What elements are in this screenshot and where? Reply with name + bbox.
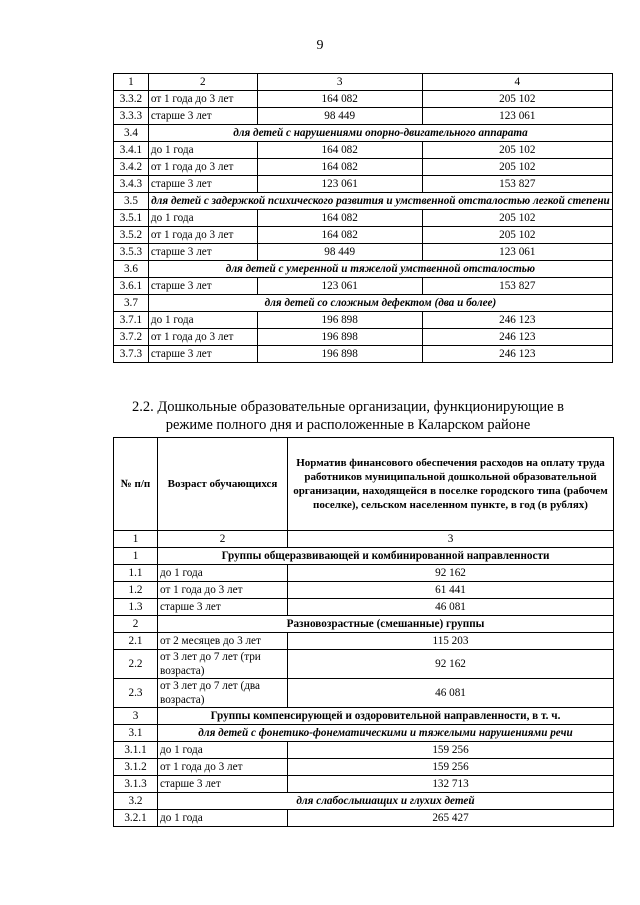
row-number: 3.5.2 bbox=[114, 227, 149, 244]
table-row bbox=[114, 91, 613, 108]
row-number: 2.1 bbox=[114, 633, 158, 650]
row-number: 3.1 bbox=[114, 725, 158, 742]
norm-value: 159 256 bbox=[288, 759, 614, 776]
row-number: 1.1 bbox=[114, 565, 158, 582]
table-row bbox=[114, 278, 613, 295]
norm-value-col4: 205 102 bbox=[422, 91, 612, 108]
norm-value-col3: 196 898 bbox=[257, 346, 422, 363]
row-number: 3.1.3 bbox=[114, 776, 158, 793]
header-num: № п/п bbox=[114, 438, 158, 531]
norm-value-col3: 196 898 bbox=[257, 312, 422, 329]
age-group: до 1 года bbox=[148, 210, 257, 227]
row-number: 3.5.1 bbox=[114, 210, 149, 227]
table-row bbox=[114, 346, 613, 363]
norm-value-col3: 98 449 bbox=[257, 108, 422, 125]
norm-value: 265 427 bbox=[288, 810, 614, 827]
row-number: 2 bbox=[114, 616, 158, 633]
table-row bbox=[114, 810, 614, 827]
group-row bbox=[114, 548, 614, 565]
row-number: 3.5.3 bbox=[114, 244, 149, 261]
table-row bbox=[114, 599, 614, 616]
norm-value-col4: 205 102 bbox=[422, 142, 612, 159]
age-group: до 1 года bbox=[158, 810, 288, 827]
row-number: 2.3 bbox=[114, 679, 158, 708]
row-number: 3.2 bbox=[114, 793, 158, 810]
section-title: для детей с нарушениями опорно-двигательного аппарата bbox=[148, 125, 612, 142]
colnum-4: 4 bbox=[422, 74, 612, 91]
row-number: 3.3.3 bbox=[114, 108, 149, 125]
age-group: от 1 года до 3 лет bbox=[158, 582, 288, 599]
age-group: от 1 года до 3 лет bbox=[148, 159, 257, 176]
colnum-1: 1 bbox=[114, 531, 158, 548]
norms-table-continued bbox=[113, 73, 613, 363]
section-row bbox=[114, 125, 613, 142]
table-row bbox=[114, 108, 613, 125]
row-number: 3.7.3 bbox=[114, 346, 149, 363]
norm-value-col3: 196 898 bbox=[257, 329, 422, 346]
row-number: 3 bbox=[114, 708, 158, 725]
row-number: 3.4.3 bbox=[114, 176, 149, 193]
age-group: старше 3 лет bbox=[148, 346, 257, 363]
section-title: для детей с умеренной и тяжелой умственной отсталостью bbox=[148, 261, 612, 278]
table-row bbox=[114, 142, 613, 159]
table-row bbox=[114, 776, 614, 793]
age-group: до 1 года bbox=[148, 312, 257, 329]
age-group: от 3 лет до 7 лет (два возраста) bbox=[158, 679, 288, 708]
row-number: 3.1.1 bbox=[114, 742, 158, 759]
age-group: до 1 года bbox=[158, 742, 288, 759]
age-group: от 1 года до 3 лет bbox=[148, 329, 257, 346]
row-number: 3.2.1 bbox=[114, 810, 158, 827]
norm-value-col4: 205 102 bbox=[422, 210, 612, 227]
row-number: 3.3.2 bbox=[114, 91, 149, 108]
norm-value-col3: 123 061 bbox=[257, 278, 422, 295]
section-row bbox=[114, 295, 613, 312]
row-number: 3.6 bbox=[114, 261, 149, 278]
section-row bbox=[114, 793, 614, 810]
table-row bbox=[114, 633, 614, 650]
norm-value-col4: 246 123 bbox=[422, 312, 612, 329]
age-group: до 1 года bbox=[148, 142, 257, 159]
colnum-3: 3 bbox=[288, 531, 614, 548]
column-number-row bbox=[114, 531, 614, 548]
age-group: от 1 года до 3 лет bbox=[148, 227, 257, 244]
row-number: 1.2 bbox=[114, 582, 158, 599]
row-number: 3.5 bbox=[114, 193, 149, 210]
column-number-row bbox=[114, 74, 613, 91]
group-row bbox=[114, 708, 614, 725]
table-row bbox=[114, 742, 614, 759]
row-number: 3.4 bbox=[114, 125, 149, 142]
table-row bbox=[114, 227, 613, 244]
section-title: для детей с фонетико-фонематическими и тяжелыми нарушениями речи bbox=[158, 725, 614, 742]
norm-value-col4: 246 123 bbox=[422, 346, 612, 363]
norm-value-col3: 164 082 bbox=[257, 159, 422, 176]
norm-value-col4: 205 102 bbox=[422, 227, 612, 244]
section-row bbox=[114, 725, 614, 742]
row-number: 3.4.1 bbox=[114, 142, 149, 159]
table-row bbox=[114, 244, 613, 261]
norm-value: 132 713 bbox=[288, 776, 614, 793]
age-group: старше 3 лет bbox=[148, 108, 257, 125]
norm-value: 92 162 bbox=[288, 565, 614, 582]
table-row bbox=[114, 329, 613, 346]
section-row bbox=[114, 193, 613, 210]
section-heading-2-2: 2.2. Дошкольные образовательные организации, функционирующие в режиме полного дня и расположенные в Каларском районе bbox=[131, 399, 564, 433]
colnum-3: 3 bbox=[257, 74, 422, 91]
row-number: 2.2 bbox=[114, 650, 158, 679]
norm-value-col4: 153 827 bbox=[422, 176, 612, 193]
age-group: старше 3 лет bbox=[148, 278, 257, 295]
age-group: от 1 года до 3 лет bbox=[148, 91, 257, 108]
table-row bbox=[114, 582, 614, 599]
table-row bbox=[114, 565, 614, 582]
table-header-row bbox=[114, 438, 614, 531]
norm-value-col3: 164 082 bbox=[257, 142, 422, 159]
age-group: от 3 лет до 7 лет (три возраста) bbox=[158, 650, 288, 679]
age-group: старше 3 лет bbox=[158, 599, 288, 616]
table-row bbox=[114, 679, 614, 708]
age-group: до 1 года bbox=[158, 565, 288, 582]
page-number: 9 bbox=[316, 38, 324, 53]
table-row bbox=[114, 312, 613, 329]
norm-value-col3: 164 082 bbox=[257, 227, 422, 244]
table-row bbox=[114, 210, 613, 227]
row-number: 3.7.1 bbox=[114, 312, 149, 329]
age-group: старше 3 лет bbox=[148, 244, 257, 261]
row-number: 3.6.1 bbox=[114, 278, 149, 295]
norms-table-kalarsky bbox=[113, 437, 614, 827]
group-title: Группы компенсирующей и оздоровительной направленности, в т. ч. bbox=[158, 708, 614, 725]
norm-value-col3: 164 082 bbox=[257, 210, 422, 227]
norm-value-col3: 123 061 bbox=[257, 176, 422, 193]
norm-value: 61 441 bbox=[288, 582, 614, 599]
colnum-1: 1 bbox=[114, 74, 149, 91]
group-title: Разновозрастные (смешанные) группы bbox=[158, 616, 614, 633]
table-row bbox=[114, 759, 614, 776]
norm-value-col4: 123 061 bbox=[422, 244, 612, 261]
age-group: старше 3 лет bbox=[148, 176, 257, 193]
norm-value-col3: 98 449 bbox=[257, 244, 422, 261]
table-row bbox=[114, 176, 613, 193]
section-title: для детей со сложным дефектом (два и более) bbox=[148, 295, 612, 312]
norm-value: 115 203 bbox=[288, 633, 614, 650]
norm-value-col3: 164 082 bbox=[257, 91, 422, 108]
age-group: старше 3 лет bbox=[158, 776, 288, 793]
norm-value: 46 081 bbox=[288, 599, 614, 616]
age-group: от 2 месяцев до 3 лет bbox=[158, 633, 288, 650]
group-title: Группы общеразвивающей и комбинированной направленности bbox=[158, 548, 614, 565]
age-group: от 1 года до 3 лет bbox=[158, 759, 288, 776]
norm-value: 46 081 bbox=[288, 679, 614, 708]
table-row bbox=[114, 650, 614, 679]
section-title: для слабослышащих и глухих детей bbox=[158, 793, 614, 810]
colnum-2: 2 bbox=[158, 531, 288, 548]
row-number: 3.7.2 bbox=[114, 329, 149, 346]
row-number: 1 bbox=[114, 548, 158, 565]
row-number: 3.7 bbox=[114, 295, 149, 312]
section-row bbox=[114, 261, 613, 278]
norm-value-col4: 153 827 bbox=[422, 278, 612, 295]
row-number: 1.3 bbox=[114, 599, 158, 616]
norm-value: 159 256 bbox=[288, 742, 614, 759]
norm-value-col4: 246 123 bbox=[422, 329, 612, 346]
header-age: Возраст обучающихся bbox=[158, 438, 288, 531]
colnum-2: 2 bbox=[148, 74, 257, 91]
section-title: для детей с задержкой психического развития и умственной отсталостью легкой степени bbox=[148, 193, 612, 210]
group-row bbox=[114, 616, 614, 633]
row-number: 3.4.2 bbox=[114, 159, 149, 176]
row-number: 3.1.2 bbox=[114, 759, 158, 776]
norm-value-col4: 205 102 bbox=[422, 159, 612, 176]
norm-value-col4: 123 061 bbox=[422, 108, 612, 125]
norm-value: 92 162 bbox=[288, 650, 614, 679]
header-norm: Норматив финансового обеспечения расходов на оплату труда работников муниципальной дошкольной образовательной организации, находящейся в поселке городского типа (рабочем поселке), сельском населенном пункте, в год (в рублях) bbox=[288, 438, 614, 531]
table-row bbox=[114, 159, 613, 176]
